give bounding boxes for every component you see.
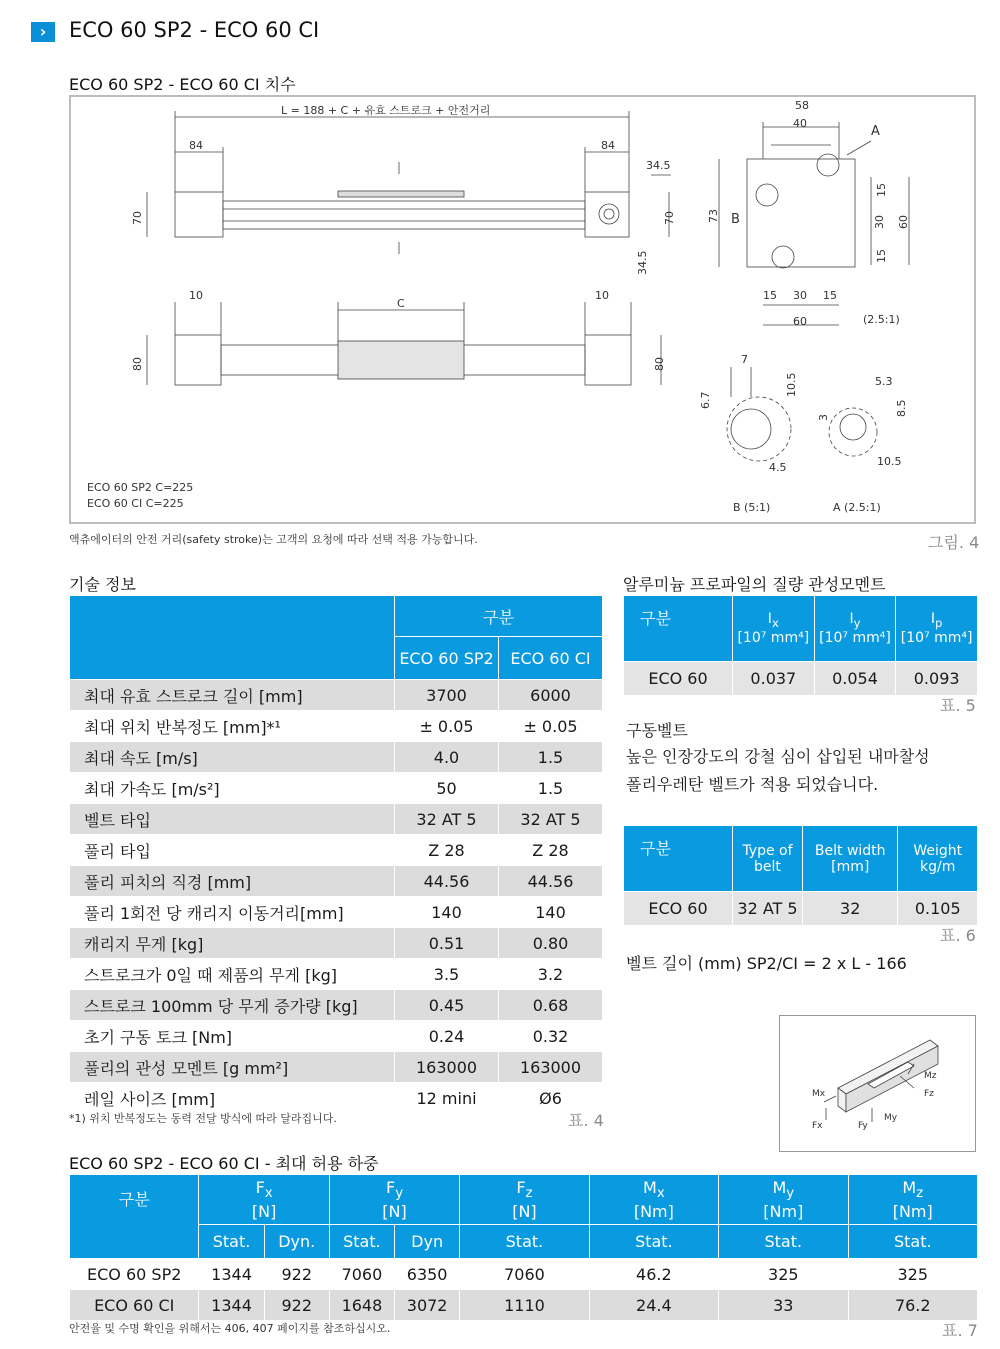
tech-header-blank [70, 596, 395, 680]
belt-table [623, 825, 978, 926]
dim-3: 3 [817, 414, 830, 421]
tech-row-ci: 3.2 [499, 959, 603, 990]
tech-row-label: 최대 유효 스트로크 길이 [mm] [70, 680, 395, 711]
tech-row-label: 풀리 1회전 당 캐리지 이동거리[mm] [70, 897, 395, 928]
dim-4-5: 4.5 [769, 461, 787, 474]
drawing-footnote: 액츄에이터의 안전 거리(safety stroke)는 고객의 요청에 따라 선택 적용 가능합니다. [69, 533, 478, 546]
dim-10-right: 10 [595, 289, 609, 302]
loads-cell: 7060 [460, 1259, 589, 1290]
tech-footnote: *1) 위치 반복정도는 동력 전달 방식에 따라 달라집니다. [69, 1112, 337, 1125]
tech-row-label: 스트로크가 0일 때 제품의 무게 [kg] [70, 959, 395, 990]
belt-table-label: 표. 6 [940, 926, 976, 945]
loads-cell: 922 [264, 1259, 329, 1290]
tech-row-ci: 0.80 [499, 928, 603, 959]
inertia-table-label: 표. 5 [940, 696, 976, 715]
belt-desc-2: 폴리우레탄 벨트가 적용 되었습니다. [626, 775, 879, 794]
dim-73: 73 [707, 209, 720, 223]
loads-head: 구분 [70, 1175, 199, 1259]
label-fx: Fx [812, 1121, 823, 1131]
belt-col-width: Belt width [mm] [803, 826, 898, 892]
loads-cell: 24.4 [589, 1290, 718, 1321]
tech-row-ci: ± 0.05 [499, 711, 603, 742]
inertia-ip: 0.093 [896, 662, 978, 696]
tech-row-sp2: 44.56 [395, 866, 499, 897]
tech-row-sp2: 0.45 [395, 990, 499, 1021]
tech-row-sp2: 3700 [395, 680, 499, 711]
tech-row-label: 캐리지 무게 [kg] [70, 928, 395, 959]
loads-cell: 922 [264, 1290, 329, 1321]
label-my: My [884, 1113, 898, 1123]
tech-row-label: 풀리 타입 [70, 835, 395, 866]
tech-row-label: 풀리 피치의 직경 [mm] [70, 866, 395, 897]
loads-sub-header: Dyn. [264, 1225, 329, 1259]
tech-row-sp2: 163000 [395, 1052, 499, 1083]
loads-sub-header: Stat. [460, 1225, 589, 1259]
inertia-head: 구분 [624, 596, 733, 662]
dim-b: B [731, 212, 740, 227]
loads-group-fz: $F_z$ [N] [460, 1175, 589, 1225]
loads-footnote: 안전율 및 수명 확인을 위해서는 406, 407 페이지를 참조하십시오. [69, 1322, 391, 1335]
inertia-col-iy: $I_y$ [10⁷ mm⁴] [814, 596, 896, 662]
inertia-col-ix: $I_x$ [10⁷ mm⁴] [733, 596, 815, 662]
dim-84-right: 84 [601, 139, 615, 152]
dim-10-5-a: 10.5 [785, 372, 798, 397]
dim-15-d: 15 [823, 289, 837, 302]
variant-sp2: ECO 60 SP2 C=225 [87, 481, 194, 494]
label-mx: Mx [812, 1089, 826, 1099]
loads-cell: 3072 [395, 1290, 460, 1321]
tech-row-ci: 44.56 [499, 866, 603, 897]
dim-34-5-top: 34.5 [646, 159, 671, 172]
dim-10-left: 10 [189, 289, 203, 302]
dim-7: 7 [741, 353, 748, 366]
loads-group-mz: $M_z$ [Nm] [848, 1175, 978, 1225]
tech-row-sp2: 0.51 [395, 928, 499, 959]
figure-label: 그림. 4 [928, 533, 980, 552]
label-fz: Fz [924, 1089, 934, 1099]
loads-sub-header: Stat. [719, 1225, 848, 1259]
tech-table-label: 표. 4 [568, 1111, 604, 1130]
loads-group-fx: $F_x$ [N] [199, 1175, 329, 1225]
loads-cell: 7060 [329, 1259, 394, 1290]
tech-row-sp2: 32 AT 5 [395, 804, 499, 835]
inertia-ix: 0.037 [733, 662, 815, 696]
dim-a: A [871, 124, 880, 139]
loads-cell: 46.2 [589, 1259, 718, 1290]
tech-row-ci: Ø6 [499, 1083, 603, 1114]
dim-10-5-b: 10.5 [877, 455, 902, 468]
dim-60-b: 60 [793, 315, 807, 328]
loads-sub-header: Stat. [329, 1225, 394, 1259]
tech-table [69, 595, 603, 1114]
loads-sub-header: Stat. [589, 1225, 718, 1259]
dim-6-7: 6.7 [699, 391, 712, 409]
loads-sub-header: Stat. [848, 1225, 978, 1259]
dim-formula: L = 188 + C + 유효 스트로크 + 안전거리 [281, 104, 491, 117]
loads-cell: 325 [848, 1259, 978, 1290]
tech-col-ci: ECO 60 CI [499, 637, 603, 680]
loads-cell: 1110 [460, 1290, 589, 1321]
dim-40: 40 [793, 117, 807, 130]
forces-diagram [779, 1015, 976, 1152]
loads-sub-header: Dyn [395, 1225, 460, 1259]
tech-row-ci: 140 [499, 897, 603, 928]
dim-70-right: 70 [663, 211, 676, 225]
dim-15-b: 15 [875, 249, 888, 263]
loads-cell: 33 [719, 1290, 848, 1321]
scale-note: (2.5:1) [863, 313, 900, 326]
tech-row-label: 최대 가속도 [m/s²] [70, 773, 395, 804]
tech-row-ci: 0.68 [499, 990, 603, 1021]
tech-row-sp2: 140 [395, 897, 499, 928]
belt-type: 32 AT 5 [733, 892, 803, 926]
tech-row-label: 풀리의 관성 모멘트 [g mm²] [70, 1052, 395, 1083]
label-mz: Mz [924, 1071, 937, 1081]
dim-80-right: 80 [653, 357, 666, 371]
chevron-right-icon: › [31, 22, 55, 42]
tech-row-label: 초기 구동 토크 [Nm] [70, 1021, 395, 1052]
dim-c: C [397, 297, 405, 310]
tech-row-sp2: ± 0.05 [395, 711, 499, 742]
belt-width: 32 [803, 892, 898, 926]
tech-row-label: 스트로크 100mm 당 무게 증가량 [kg] [70, 990, 395, 1021]
belt-title: 구동벨트 [626, 721, 688, 740]
inertia-title: 알루미늄 프로파일의 질량 관성모멘트 [623, 575, 886, 594]
variant-ci: ECO 60 CI C=225 [87, 497, 184, 510]
tech-row-label: 벨트 타입 [70, 804, 395, 835]
technical-drawing [69, 95, 976, 524]
tech-row-label: 최대 속도 [m/s] [70, 742, 395, 773]
loads-title: ECO 60 SP2 - ECO 60 CI - 최대 허용 하중 [69, 1154, 379, 1173]
loads-sub-header: Stat. [199, 1225, 264, 1259]
dim-60-a: 60 [897, 215, 910, 229]
belt-head: 구분 [624, 826, 733, 892]
tech-row-sp2: 4.0 [395, 742, 499, 773]
loads-row-label: ECO 60 CI [70, 1290, 199, 1321]
loads-cell: 6350 [395, 1259, 460, 1290]
loads-group-fy: $F_y$ [N] [329, 1175, 459, 1225]
tech-row-ci: 32 AT 5 [499, 804, 603, 835]
belt-row-label: ECO 60 [624, 892, 733, 926]
label-fy: Fy [858, 1121, 868, 1131]
loads-cell: 1344 [199, 1259, 264, 1290]
dim-30-a: 30 [873, 215, 886, 229]
tech-row-label: 최대 위치 반복정도 [mm]*¹ [70, 711, 395, 742]
dim-30-b: 30 [793, 289, 807, 302]
tech-row-ci: Z 28 [499, 835, 603, 866]
tech-row-ci: 0.32 [499, 1021, 603, 1052]
inertia-row-label: ECO 60 [624, 662, 733, 696]
belt-col-weight: Weight kg/m [898, 826, 978, 892]
dim-34-5-bottom: 34.5 [636, 250, 649, 275]
tech-row-ci: 1.5 [499, 742, 603, 773]
loads-group-mx: $M_x$ [Nm] [589, 1175, 718, 1225]
inertia-table [623, 595, 978, 696]
inertia-col-ip: $I_p$ [10⁷ mm⁴] [896, 596, 978, 662]
drawing-title: ECO 60 SP2 - ECO 60 CI 치수 [69, 75, 296, 94]
tech-row-sp2: 12 mini [395, 1083, 499, 1114]
dim-15-c: 15 [763, 289, 777, 302]
tech-row-sp2: 50 [395, 773, 499, 804]
tech-row-ci: 6000 [499, 680, 603, 711]
loads-cell: 325 [719, 1259, 848, 1290]
tech-row-sp2: Z 28 [395, 835, 499, 866]
dim-58: 58 [795, 99, 809, 112]
inertia-iy: 0.054 [814, 662, 896, 696]
loads-table-label: 표. 7 [942, 1321, 978, 1340]
tech-col-sp2: ECO 60 SP2 [395, 637, 499, 680]
tech-row-label: 레일 사이즈 [mm] [70, 1083, 395, 1114]
tech-title: 기술 정보 [69, 575, 136, 594]
dim-70-left: 70 [131, 211, 144, 225]
detail-b-label: B (5:1) [733, 501, 771, 514]
belt-desc-1: 높은 인장강도의 강철 심이 삽입된 내마찰성 [626, 747, 930, 766]
page-title: ECO 60 SP2 - ECO 60 CI [69, 18, 320, 42]
loads-group-my: $M_y$ [Nm] [719, 1175, 848, 1225]
tech-group-header: 구분 [395, 596, 603, 637]
detail-a-label: A (2.5:1) [833, 501, 881, 514]
tech-row-ci: 1.5 [499, 773, 603, 804]
loads-table [69, 1174, 978, 1321]
dim-80-left: 80 [131, 357, 144, 371]
loads-cell: 1648 [329, 1290, 394, 1321]
belt-length: 벨트 길이 (mm) SP2/CI = 2 x L - 166 [626, 954, 907, 973]
dim-8-5: 8.5 [895, 399, 908, 417]
tech-row-sp2: 3.5 [395, 959, 499, 990]
loads-row-label: ECO 60 SP2 [70, 1259, 199, 1290]
belt-col-type: Type of belt [733, 826, 803, 892]
loads-cell: 1344 [199, 1290, 264, 1321]
tech-row-ci: 163000 [499, 1052, 603, 1083]
dim-84-left: 84 [189, 139, 203, 152]
tech-row-sp2: 0.24 [395, 1021, 499, 1052]
dim-5-3: 5.3 [875, 375, 893, 388]
dim-15-a: 15 [875, 183, 888, 197]
belt-weight: 0.105 [898, 892, 978, 926]
loads-cell: 76.2 [848, 1290, 978, 1321]
